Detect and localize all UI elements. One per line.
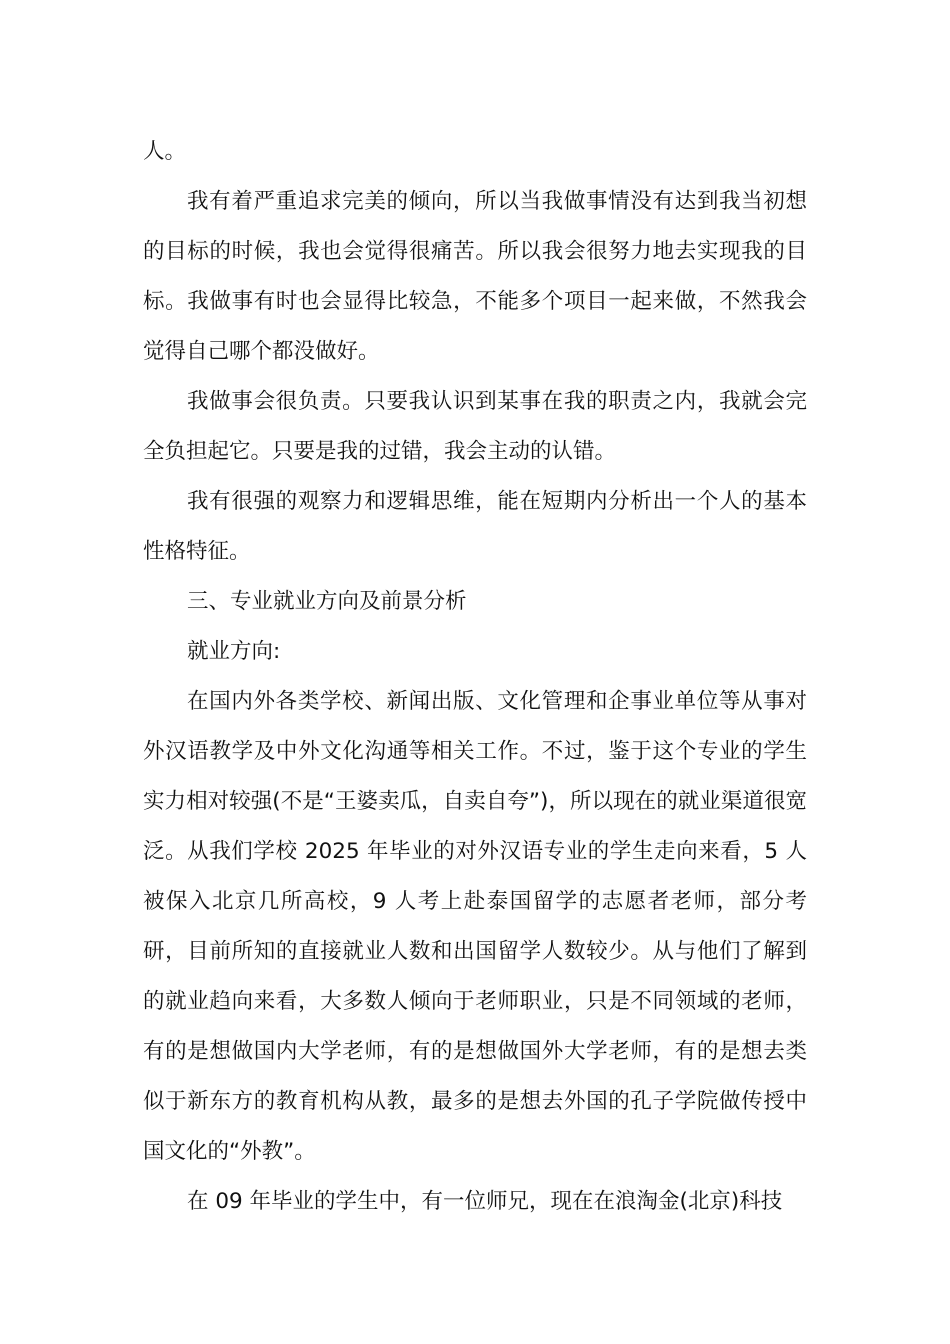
section-heading: 三、专业就业方向及前景分析	[187, 589, 467, 614]
paragraph-observation: 我有很强的观察力和逻辑思维，能在短期内分析出一个人的基本性格特征。	[143, 489, 807, 564]
paragraph-continuation: 人。	[143, 139, 187, 164]
subheading-employment-direction: 就业方向:	[187, 639, 281, 664]
paragraph-perfectionism: 我有着严重追求完美的倾向，所以当我做事情没有达到我当初想的目标的时候，我也会觉得很痛苦。所以我会很努力地去实现我的目标。我做事有时也会显得比较急，不能多个项目一起来做，不然我会觉得自己哪个都没做好。	[143, 189, 807, 364]
paragraph-employment-details: 在国内外各类学校、新闻出版、文化管理和企事业单位等从事对外汉语教学及中外文化沟通等相关工作。不过，鉴于这个专业的学生实力相对较强(不是“王婆卖瓜，自卖自夸”)，所以现在的就业渠道很宽泛。从我们学校 2025 年毕业的对外汉语专业的学生走向来看，5 人被保入北京几所高校，9 人考上赴泰国留学的志愿者老师，部分考研，目前所知的直接就业人数和出国留学人数较少。从与他们了解到的就业趋向来看，大多数人倾向于老师职业，只是不同领域的老师，有的是想做国内大学老师，有的是想做国外大学老师，有的是想去类似于新东方的教育机构从教，最多的是想去外国的孔子学院做传授中国文化的“外教”。	[143, 689, 807, 1164]
paragraph-responsibility: 我做事会很负责。只要我认识到某事在我的职责之内，我就会完全负担起它。只要是我的过错，我会主动的认错。	[143, 389, 807, 464]
paragraph-graduate-example: 在 09 年毕业的学生中，有一位师兄，现在在浪淘金(北京)科技	[187, 1189, 783, 1214]
document-body	[143, 127, 807, 1227]
